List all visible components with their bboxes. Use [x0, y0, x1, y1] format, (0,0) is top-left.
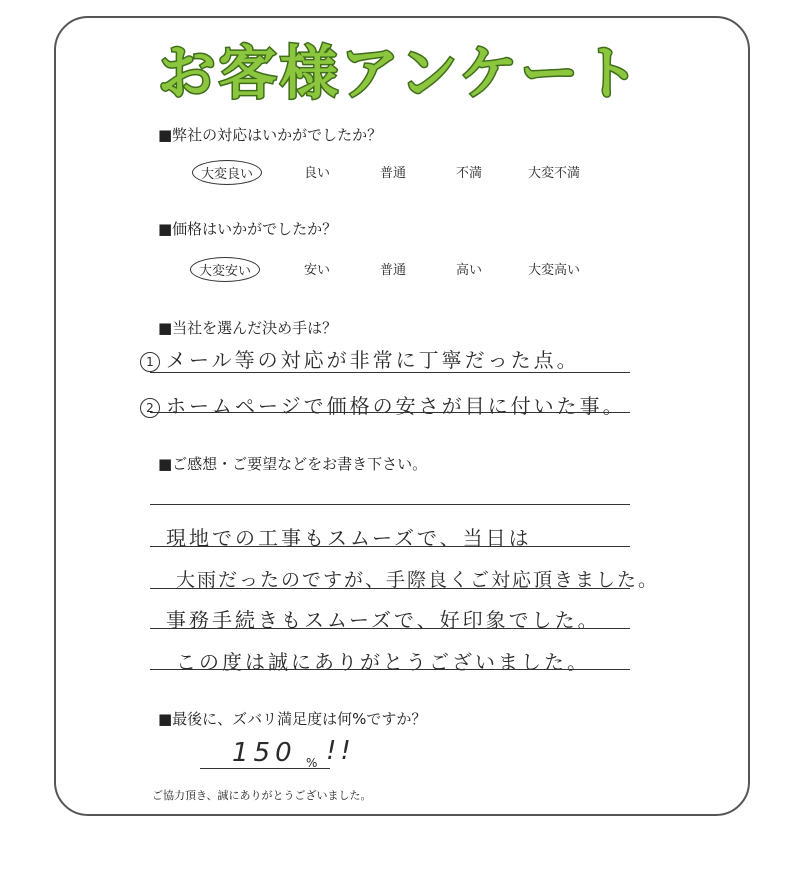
option-price-expensive: 高い [456, 263, 483, 278]
reason-answer-1-text: メール等の対応が非常に丁寧だった点。 [166, 348, 580, 372]
satisfaction-unit: % [306, 756, 318, 770]
satisfaction-exclaim: !! [326, 736, 355, 766]
option-service-unsatisfied: 不満 [456, 166, 483, 181]
comment-line-3: 事務手続きもスムーズで、好印象でした。 [166, 608, 601, 632]
number-badge-2: 2 [140, 398, 160, 418]
answer-line [150, 669, 630, 670]
option-service-very-good: 大変良い [192, 160, 262, 185]
thank-you-footer: ご協力頂き、誠にありがとうございました。 [152, 789, 372, 802]
option-price-very-expensive: 大変高い [528, 263, 581, 278]
survey-title: お客様アンケート [157, 39, 643, 107]
option-service-normal: 普通 [380, 166, 407, 181]
number-badge-1: 1 [140, 352, 160, 372]
answer-line [150, 504, 630, 505]
answer-line [150, 546, 630, 547]
question-comments: ■ご感想・ご要望などをお書き下さい。 [158, 455, 428, 473]
option-price-cheap: 安い [304, 263, 331, 278]
reason-answer-2-text: ホームページで価格の安さが目に付いた事。 [166, 394, 626, 418]
option-price-very-cheap: 大変安い [190, 257, 260, 282]
satisfaction-line [200, 768, 330, 769]
options-price [158, 259, 618, 283]
question-service: ■弊社の対応はいかがでしたか？ [158, 126, 383, 144]
option-price-normal: 普通 [380, 263, 407, 278]
reason-answer-2 [140, 390, 626, 419]
options-service [158, 162, 618, 186]
question-satisfaction: ■最後に、ズバリ満足度は何%ですか？ [158, 710, 427, 728]
option-service-good: 良い [304, 166, 331, 181]
answer-line [150, 372, 630, 373]
answer-line [150, 412, 630, 413]
option-service-very-unsatisfied: 大変不満 [528, 166, 581, 181]
satisfaction-value: 150 [232, 738, 297, 768]
comment-line-4: この度は誠にありがとうございました。 [176, 650, 590, 674]
reason-answer-1 [140, 344, 580, 373]
question-reason: ■当社を選んだ決め手は？ [158, 319, 338, 337]
question-price: ■価格はいかがでしたか？ [158, 220, 338, 238]
comment-line-2: 大雨だったのですが、手際良くご対応頂きました。 [176, 569, 660, 591]
answer-line [150, 588, 630, 589]
answer-line [150, 628, 630, 629]
comment-line-1: 現地での工事もスムーズで、当日は [166, 526, 532, 550]
